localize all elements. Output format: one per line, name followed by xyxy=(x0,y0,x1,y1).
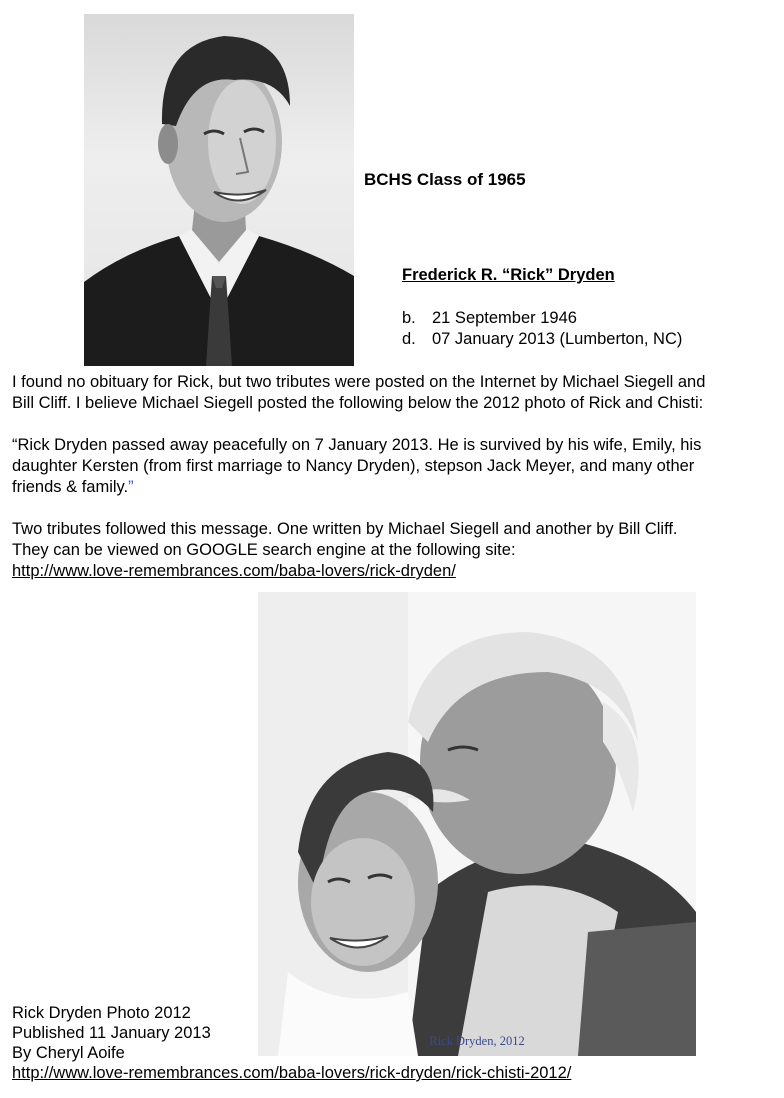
tributes-line-1: Two tributes followed this message. One written by Michael Siegell and another by Bill Cliff. xyxy=(12,520,678,538)
death-date-line xyxy=(402,330,682,349)
death-label: d. xyxy=(402,330,416,348)
photo-caption: Rick Dryden, 2012 xyxy=(429,1034,525,1048)
class-title: BCHS Class of 1965 xyxy=(364,170,526,189)
birth-label: b. xyxy=(402,309,416,327)
tributes-paragraph xyxy=(12,519,784,582)
intro-line-1: I found no obituary for Rick, but two tributes were posted on the Internet by Michael Siegell and xyxy=(12,373,706,391)
credits-line-1: Rick Dryden Photo 2012 xyxy=(12,1004,191,1022)
intro-line-2: Bill Cliff. I believe Michael Siegell posted the following below the 2012 photo of Rick and Chisti: xyxy=(12,394,704,412)
credits-line-2: Published 11 January 2013 xyxy=(12,1024,211,1042)
credits-line-3: By Cheryl Aoife xyxy=(12,1044,125,1062)
yearbook-portrait-photo xyxy=(84,14,354,366)
photo-link[interactable]: http://www.love-remembrances.com/baba-lovers/rick-dryden/rick-chisti-2012/ xyxy=(12,1064,572,1082)
quote-paragraph xyxy=(12,435,784,498)
quote-line-3-text: friends & family. xyxy=(12,478,129,496)
tributes-link[interactable]: http://www.love-remembrances.com/baba-lovers/rick-dryden/ xyxy=(12,562,456,580)
quote-line-2: daughter Kersten (from first marriage to Nancy Dryden), stepson Jack Meyer, and many other xyxy=(12,457,695,475)
person-name-heading: Frederick R. “Rick” Dryden xyxy=(402,266,615,284)
birth-date: 21 September 1946 xyxy=(432,309,577,327)
quote-line-3 xyxy=(12,477,784,498)
death-date: 07 January 2013 (Lumberton, NC) xyxy=(432,330,683,348)
intro-paragraph xyxy=(12,372,784,414)
photo-credits xyxy=(12,1003,571,1083)
birth-date-line xyxy=(402,309,577,328)
tributes-line-2: They can be viewed on GOOGLE search engine at the following site: xyxy=(12,541,516,559)
quote-close-mark: ” xyxy=(128,478,134,496)
quote-line-1: “Rick Dryden passed away peacefully on 7 January 2013. He is survived by his wife, Emily, his xyxy=(12,436,702,454)
photo-2012 xyxy=(258,592,696,1056)
